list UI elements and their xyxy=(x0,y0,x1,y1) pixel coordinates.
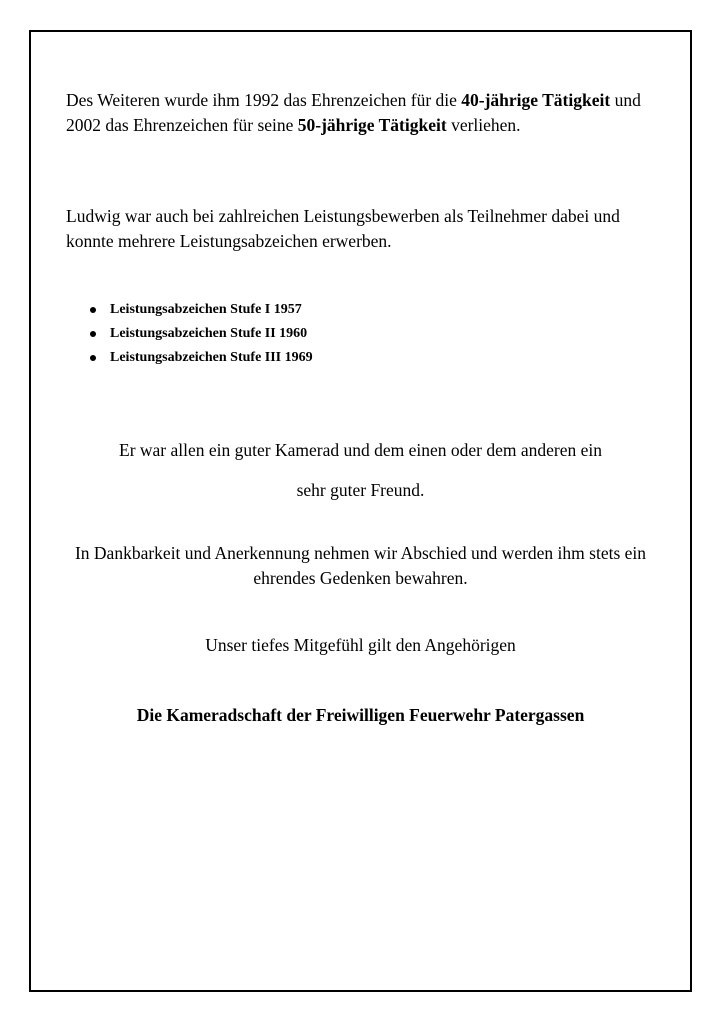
gratitude-paragraph: In Dankbarkeit und Anerkennung nehmen wir Abschied und werden ihm stets ein ehrendes Gedenken bewahren. xyxy=(74,543,647,588)
honors-bold-50: 50-jährige Tätigkeit xyxy=(297,115,447,135)
signature-line: Die Kameradschaft der Freiwilligen Feuerwehr Patergassen xyxy=(136,705,585,725)
list-item xyxy=(90,322,313,346)
bullet-icon xyxy=(90,331,96,337)
badge-label: Leistungsabzeichen Stufe III 1969 xyxy=(110,350,313,365)
honors-paragraph xyxy=(66,88,666,138)
badge-label: Leistungsabzeichen Stufe II 1960 xyxy=(110,326,308,341)
sympathy-line: Unser tiefes Mitgefühl gilt den Angehörigen xyxy=(205,635,516,655)
badge-label: Leistungsabzeichen Stufe I 1957 xyxy=(110,302,302,317)
badge-list xyxy=(90,298,313,370)
honors-bold-40: 40-jährige Tätigkeit xyxy=(461,90,611,110)
honors-text-c: verliehen. xyxy=(446,115,521,135)
comrade-line-2: sehr guter Freund. xyxy=(296,480,425,500)
page-border xyxy=(29,30,692,992)
competition-paragraph: Ludwig war auch bei zahlreichen Leistungsbewerben als Teilnehmer dabei und konnte mehrere Leistungsabzeichen erwerben. xyxy=(66,206,620,251)
list-item xyxy=(90,346,313,370)
list-item xyxy=(90,298,313,322)
bullet-icon xyxy=(90,355,96,361)
honors-text-b: und 2002 das Ehrenzeichen für seine xyxy=(66,90,641,135)
bullet-icon xyxy=(90,307,96,313)
comrade-line-1: Er war allen ein guter Kamerad und dem einen oder dem anderen ein xyxy=(119,440,602,460)
honors-text-a: Des Weiteren wurde ihm 1992 das Ehrenzeichen für die xyxy=(66,90,462,110)
